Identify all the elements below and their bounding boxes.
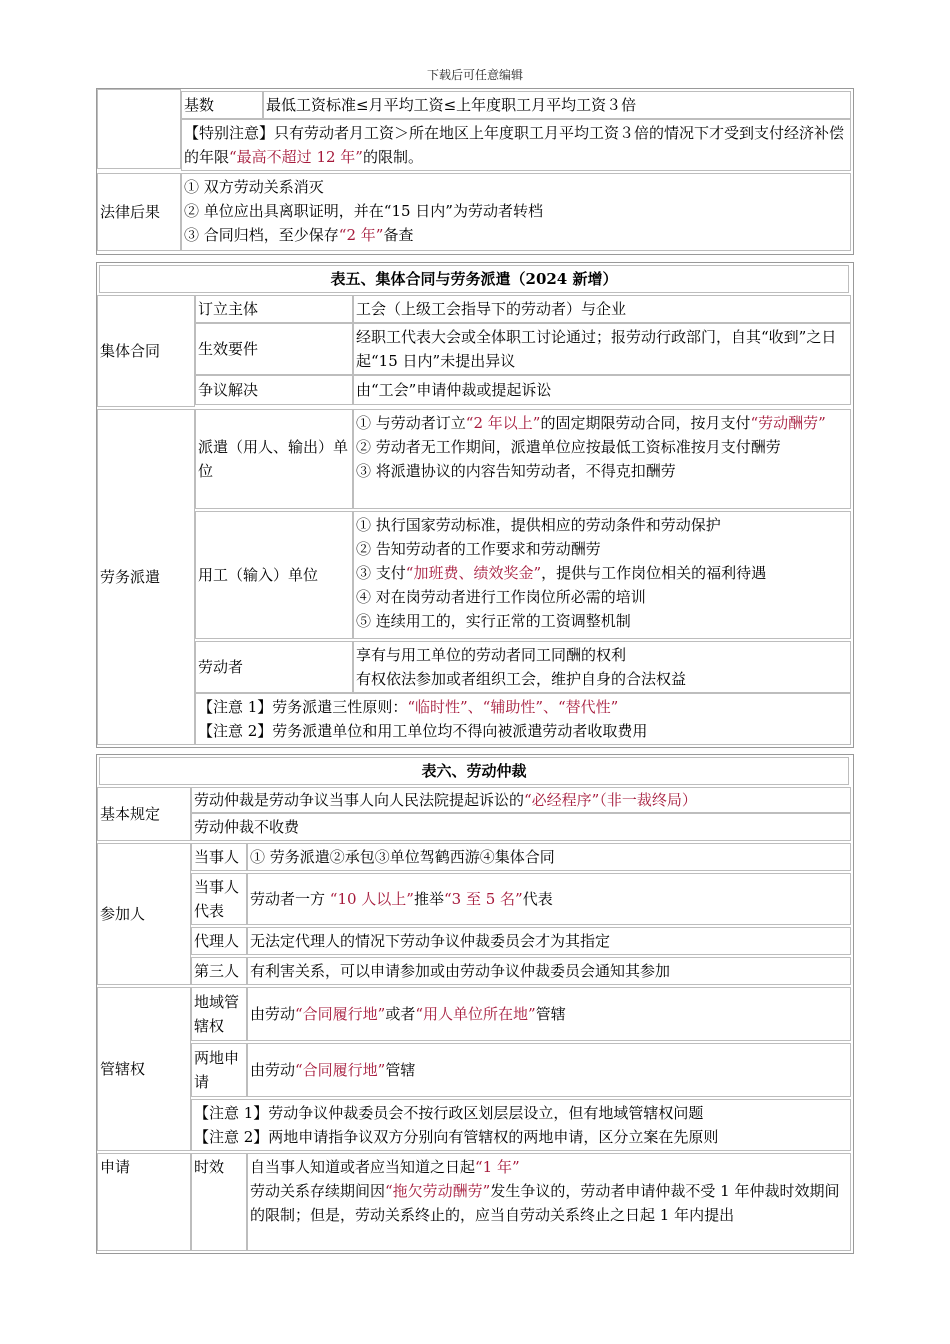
laodongzhe-label: 劳动者: [195, 641, 353, 693]
dispatch-notes: 【注意 1】劳务派遣三性原则：“临时性”、“辅助性”、“替代性” 【注意 2】劳务派遣单位和用工单位均不得向被派遣劳动者收取费用: [195, 693, 851, 745]
legal-consequence-value: ① 双方劳动关系消灭 ② 单位应出具离职证明，并在“15 日内”为劳动者转档 ③ 合同归档，至少保存“2 年”备查: [181, 173, 851, 251]
shixiao-label: 时效: [191, 1153, 247, 1251]
jishu-label: 基数: [181, 91, 263, 119]
diyu-label: 地域管辖权: [191, 987, 247, 1041]
daibiao-value: 劳动者一方 “10 人以上”推举“3 至 5 名”代表: [247, 873, 851, 925]
shengxiao-label: 生效要件: [195, 323, 353, 375]
shenqing-label: 申请: [97, 1153, 191, 1251]
labor-dispatch-label: 劳务派遣: [97, 409, 195, 745]
paiqian-value: ① 与劳动者订立“2 年以上”的固定期限劳动合同，按月支付“劳动酬劳” ② 劳动者无工作期间，派遣单位应按最低工资标准按月支付酬劳 ③ 将派遣协议的内容告知劳动者，不得克扣酬劳: [353, 409, 851, 509]
shengxiao-value: 经职工代表大会或全体职工讨论通过；报劳动行政部门，自其“收到”之日起“15 日内”未提出异议: [353, 323, 851, 375]
daili-value: 无法定代理人的情况下劳动争议仲裁委员会才为其指定: [247, 927, 851, 955]
disan-label: 第三人: [191, 957, 247, 985]
guanxia-notes: 【注意 1】劳动争议仲裁委员会不按行政区划层层设立，但有地域管辖权问题 【注意 2】两地申请指争议双方分别向有管辖权的两地申请，区分立案在先原则: [191, 1099, 851, 1151]
diyu-value: 由劳动“合同履行地”或者“用人单位所在地”管辖: [247, 987, 851, 1041]
guanxia-label: 管辖权: [97, 987, 191, 1151]
disan-value: 有利害关系，可以申请参加或由劳动争议仲裁委员会通知其参加: [247, 957, 851, 985]
canjia-label: 参加人: [97, 843, 191, 985]
table-6-title: 表六、劳动仲裁: [99, 757, 849, 785]
liangdi-value: 由劳动“合同履行地”管辖: [247, 1043, 851, 1097]
yonggong-value: ① 执行国家劳动标准，提供相应的劳动条件和劳动保护 ② 告知劳动者的工作要求和劳动酬劳 ③ 支付“加班费、绩效奖金”，提供与工作岗位相关的福利待遇 ④ 对在岗劳动者进行工作岗位所必需的培训 ⑤ 连续用工的，实行正常的工资调整机制: [353, 511, 851, 639]
legal-consequence-label: 法律后果: [97, 173, 181, 251]
jishu-value: 最低工资标准≤月平均工资≤上年度职工月平均工资３倍: [263, 91, 851, 119]
dangshi-value: ① 劳务派遣②承包③单位驾鹤西游④集体合同: [247, 843, 851, 871]
paiqian-label: 派遣（用人、输出）单位: [195, 409, 353, 509]
dingli-value: 工会（上级工会指导下的劳动者）与企业: [353, 295, 851, 323]
jiben-value-1: 劳动仲裁是劳动争议当事人向人民法院提起诉讼的“必经程序”（非一裁终局）: [191, 787, 851, 813]
jiben-label: 基本规定: [97, 787, 191, 841]
daili-label: 代理人: [191, 927, 247, 955]
left-merged-cell: [97, 89, 181, 169]
zhengyi-label: 争议解决: [195, 375, 353, 405]
table-6: [96, 754, 854, 1254]
zhengyi-value: 由“工会”申请仲裁或提起诉讼: [353, 375, 851, 405]
special-note: 【特别注意】只有劳动者月工资＞所在地区上年度职工月平均工资３倍的情况下才受到支付经济补偿的年限“最高不超过 12 年”的限制。: [181, 119, 851, 171]
collective-contract-label: 集体合同: [97, 295, 195, 407]
table-5-title: 表五、集体合同与劳务派遣（2024 新增）: [99, 265, 849, 293]
table-4-fragment: [96, 88, 854, 255]
page-header: 下载后可任意编辑: [426, 68, 523, 82]
daibiao-label: 当事人代表: [191, 873, 247, 925]
dingli-label: 订立主体: [195, 295, 353, 323]
laodongzhe-value: 享有与用工单位的劳动者同工同酬的权利 有权依法参加或者组织工会，维护自身的合法权益: [353, 641, 851, 693]
jiben-value-2: 劳动仲裁不收费: [191, 813, 851, 841]
liangdi-label: 两地申请: [191, 1043, 247, 1097]
table-5: [96, 262, 854, 748]
yonggong-label: 用工（输入）单位: [195, 511, 353, 639]
dangshi-label: 当事人: [191, 843, 247, 871]
shixiao-value: 自当事人知道或者应当知道之日起“1 年” 劳动关系存续期间因“拖欠劳动酬劳”发生争议的，劳动者申请仲裁不受 1 年仲裁时效期间的限制；但是，劳动关系终止的，应当自劳动关系终止之日起 1 年内提出: [247, 1153, 851, 1251]
